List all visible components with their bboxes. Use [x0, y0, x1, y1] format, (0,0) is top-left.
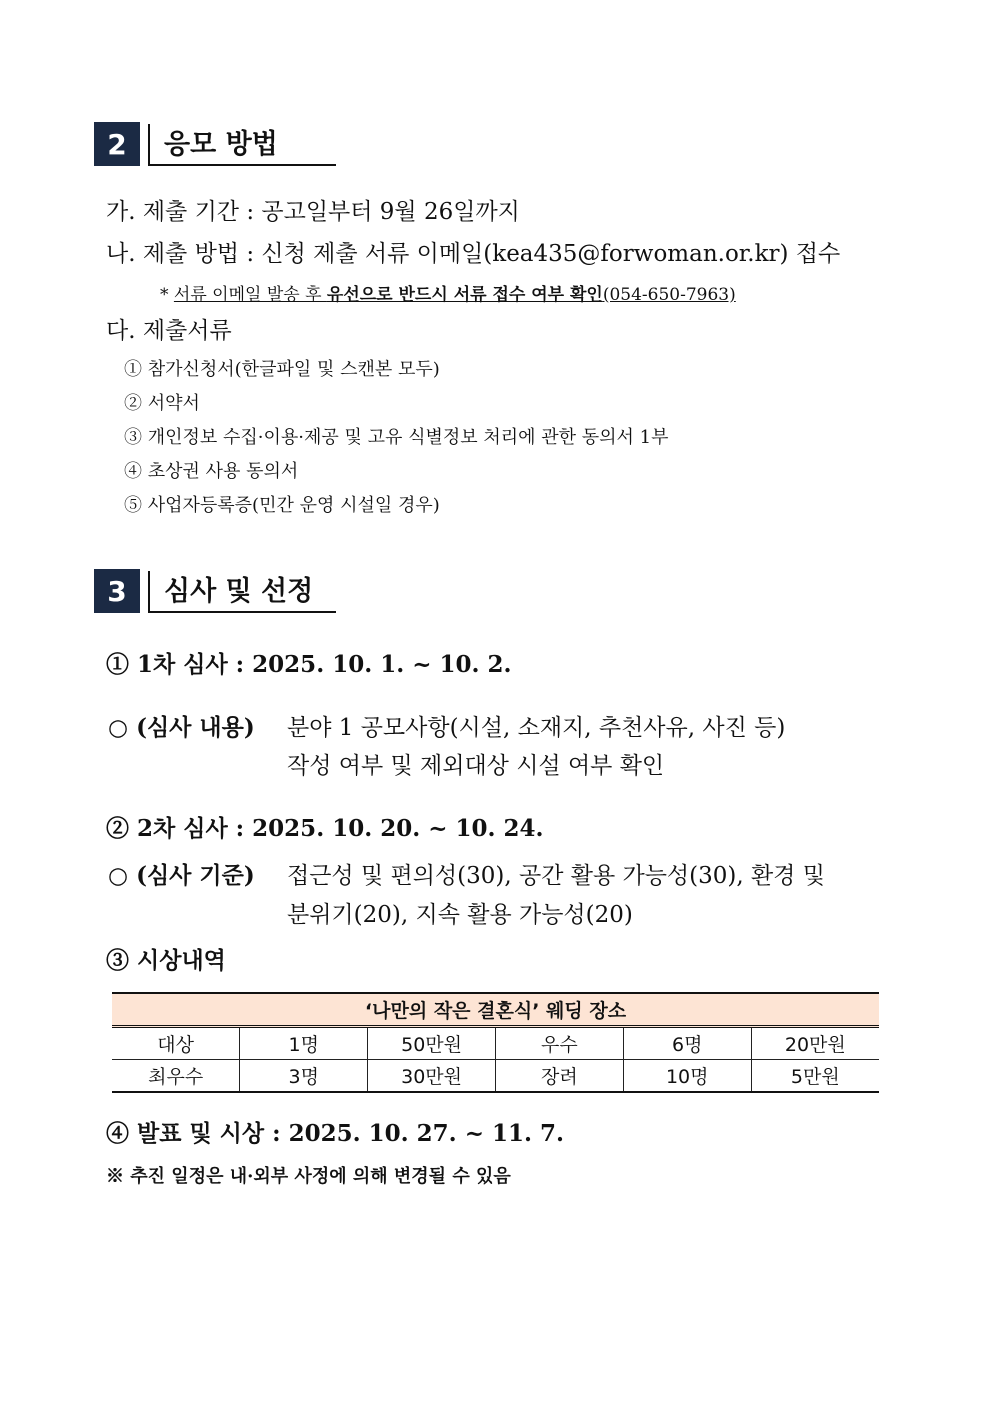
first-review-content-line2: 작성 여부 및 제외대상 시설 여부 확인 — [287, 753, 665, 779]
section-number-badge: 2 — [94, 122, 140, 166]
note-text — [174, 285, 736, 305]
table-title-row — [112, 993, 879, 1027]
awards-heading: ③ 시상내역 — [106, 947, 226, 974]
table-cell: 1명 — [240, 1027, 368, 1060]
second-review-criteria-label: ○ (심사 기준) — [108, 862, 255, 889]
table-row — [112, 1060, 879, 1093]
document-item: ② 서약서 — [124, 393, 200, 414]
document-item: ③ 개인정보 수집·이용·제공 및 고유 식별정보 처리에 관한 동의서 1부 — [124, 427, 669, 448]
note-phone: (054-650-7963) — [602, 285, 736, 305]
table-row — [112, 1027, 879, 1060]
documents-heading: 다. 제출서류 — [106, 318, 232, 344]
second-review-criteria-line2: 분위기(20), 지속 활용 가능성(20) — [287, 902, 633, 928]
table-cell: 10명 — [623, 1060, 751, 1093]
submission-note — [160, 280, 736, 305]
first-review-content-label: ○ (심사 내용) — [108, 714, 255, 741]
table-cell: 최우수 — [112, 1060, 240, 1093]
second-review-criteria-line1: 접근성 및 편의성(30), 공간 활용 가능성(30), 환경 및 — [287, 863, 825, 889]
section-title: 심사 및 선정 — [148, 571, 336, 613]
table-cell: 대상 — [112, 1027, 240, 1060]
document-item: ⑤ 사업자등록증(민간 운영 시설일 경우) — [124, 495, 440, 516]
table-cell: 20만원 — [751, 1027, 879, 1060]
awards-table — [112, 992, 879, 1093]
note-part1: 서류 이메일 발송 후 — [173, 285, 327, 305]
table-cell: 장려 — [495, 1060, 623, 1093]
table-cell: 5만원 — [751, 1060, 879, 1093]
second-review-schedule: ② 2차 심사 : 2025. 10. 20. ~ 10. 24. — [106, 815, 544, 842]
submission-period: 가. 제출 기간 : 공고일부터 9월 26일까지 — [106, 199, 520, 225]
section-number-badge: 3 — [94, 569, 140, 613]
table-cell: 3명 — [240, 1060, 368, 1093]
table-cell: 우수 — [495, 1027, 623, 1060]
schedule-disclaimer: ※ 추진 일정은 내·외부 사정에 의해 변경될 수 있음 — [106, 1166, 511, 1187]
first-review-schedule: ① 1차 심사 : 2025. 10. 1. ~ 10. 2. — [106, 651, 512, 678]
section-2-header — [94, 122, 336, 166]
table-cell: 6명 — [623, 1027, 751, 1060]
section-title: 응모 방법 — [148, 124, 336, 166]
table-cell: 30만원 — [368, 1060, 496, 1093]
section-3-header — [94, 569, 336, 613]
table-cell: 50만원 — [368, 1027, 496, 1060]
note-bold: 유선으로 반드시 서류 접수 여부 확인 — [326, 285, 603, 305]
table-title: ‘나만의 작은 결혼식’ 웨딩 장소 — [112, 993, 879, 1027]
announcement-schedule: ④ 발표 및 시상 : 2025. 10. 27. ~ 11. 7. — [106, 1120, 564, 1147]
document-item: ④ 초상권 사용 동의서 — [124, 461, 299, 482]
submission-method: 나. 제출 방법 : 신청 제출 서류 이메일(kea435@forwoman.or.kr) 접수 — [106, 241, 841, 267]
note-prefix: * — [160, 285, 174, 305]
document-item: ① 참가신청서(한글파일 및 스캔본 모두) — [124, 359, 440, 380]
first-review-content-line1: 분야 1 공모사항(시설, 소재지, 추천사유, 사진 등) — [287, 715, 786, 741]
